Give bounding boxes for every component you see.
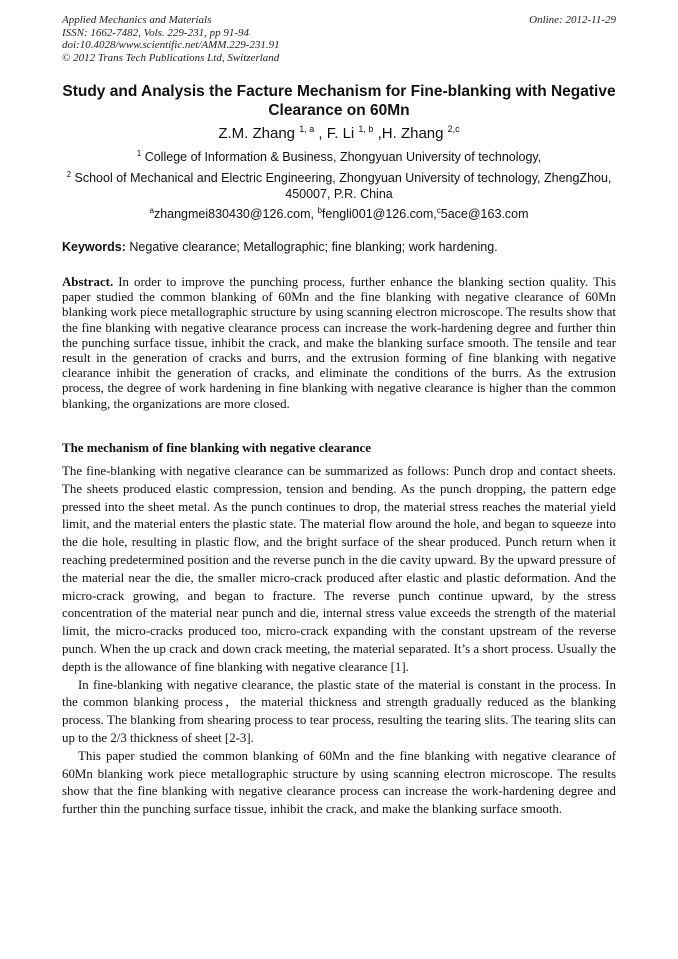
doi-line: doi:10.4028/www.scientific.net/AMM.229-231.91 bbox=[62, 39, 280, 51]
author-affiliation-mark: 2,c bbox=[447, 124, 460, 134]
email-list bbox=[62, 206, 616, 222]
body-text bbox=[62, 463, 616, 819]
author-separator: , bbox=[314, 125, 327, 142]
keywords-text: Negative clearance; Metallographic; fine blanking; work hardening. bbox=[129, 240, 498, 254]
author-separator: , bbox=[373, 125, 382, 142]
copyright-line: © 2012 Trans Tech Publications Ltd, Switzerland bbox=[62, 51, 280, 64]
author-name: H. Zhang bbox=[381, 125, 444, 142]
affiliation-1 bbox=[62, 149, 616, 165]
body-paragraph: This paper studied the common blanking of 60Mn and the fine blanking with negative clearance of 60Mn blanking work piece metallographic structure by using scanning electron microscope. The results show that the fine blanking with negative clearance process can increase the work-hardening degree and further thin the punching surface tissue, inhibit the crack, and make the blanking surface smooth. bbox=[62, 748, 616, 817]
affiliation-text: College of Information & Business, Zhongyuan University of technology, bbox=[144, 150, 542, 164]
email-address[interactable]: zhangmei830430@126.com, bbox=[153, 207, 314, 221]
journal-header bbox=[62, 14, 616, 64]
abstract-text: In order to improve the punching process, further enhance the blanking section quality. This paper studied the common blanking of 60Mn and the fine blanking with negative clearance of 60Mn blanking work piece metallographic structure by using scanning electron microscope. The results show that the fine blanking with negative clearance process can increase the work-hardening degree and further thin the punching surface tissue, inhibit the crack, and make the blanking surface smooth. The tensile and tear result in the generation of cracks and burrs, and the extrusion forming of fine blanking with negative clearance inhibit the generation of cracks, and eliminate the conditions of the burrs. As the extrusion process, the degree of work hardening in fine blanking with negative clearance is higher than the common blanking, the organizations are more closed. bbox=[62, 275, 616, 411]
section-heading: The mechanism of fine blanking with negative clearance bbox=[62, 441, 372, 455]
email-address[interactable]: fengli001@126.com, bbox=[321, 207, 437, 221]
keywords-label: Keywords: bbox=[62, 240, 126, 254]
author-list bbox=[62, 125, 616, 143]
author-name: Z.M. Zhang bbox=[218, 125, 296, 142]
author-affiliation-mark: 1, a bbox=[299, 124, 315, 134]
affiliation-2 bbox=[62, 170, 616, 202]
body-paragraph: In fine-blanking with negative clearance, the plastic state of the material is constant in the process. In the common blanking process，the material thickness and strength gradually reduced as the blanking process. The blanking from shearing process to tear process, resulting the tearing slits. The tearing slits can up to the 2/3 thickness of sheet [2-3]. bbox=[62, 677, 616, 745]
abstract bbox=[62, 275, 616, 412]
affiliation-mark: 1 bbox=[136, 149, 142, 158]
issn-line: ISSN: 1662-7482, Vols. 229-231, pp 91-94 bbox=[62, 26, 249, 39]
journal-name: Applied Mechanics and Materials bbox=[62, 14, 212, 26]
author-name: F. Li bbox=[326, 125, 355, 142]
body-paragraph: The fine-blanking with negative clearance can be summarized as follows: Punch drop and contact sheets. The sheets produced elastic compression, tension and bending. As the punch dropping, the pattern edge pressed into the sheet metal. As the punch continues to drop, the material stress reaches the material yield limit, and the material enters the plastic state. The material flow around the hole, and began to squeeze into the die hole, resulting in plastic flow, and the bright surface of the shear produced. Punch return when it reaching predetermined position and the reverse punch in the die cavity upward. By the upward pressure of the material near the die, the smaller micro-crack produced after elastic and plastic deformation. And the micro-crack growing, and began to fracture. The reverse punch continue upward, by the stress concentration of the material near punch and die, internal stress value exceeds the strength of the material limit, the micro-cracks produced too, micro-crack expanding with the constant upstream of the reverse punch. When the up crack and down crack meeting, the material separated. It’s a short process. Usually the depth is the allowance of fine blanking with negative clearance [1]. bbox=[62, 464, 616, 674]
online-date: Online: 2012-11-29 bbox=[529, 14, 616, 26]
paper-title: Study and Analysis the Facture Mechanism for Fine-blanking with Negative Clearance on 60Mn bbox=[62, 83, 616, 119]
author-affiliation-mark: 1, b bbox=[358, 124, 374, 134]
keywords bbox=[62, 239, 616, 255]
affiliation-mark: 2 bbox=[66, 170, 72, 179]
email-address[interactable]: 5ace@163.com bbox=[440, 207, 529, 221]
email-mark: b bbox=[317, 206, 322, 215]
abstract-label: Abstract. bbox=[62, 275, 114, 289]
email-mark: c bbox=[436, 206, 441, 215]
affiliation-text: School of Mechanical and Electric Engineering, Zhongyuan University of technology, ZhengZhou, 450007, P.R. China bbox=[74, 171, 612, 201]
email-mark: a bbox=[149, 206, 154, 215]
